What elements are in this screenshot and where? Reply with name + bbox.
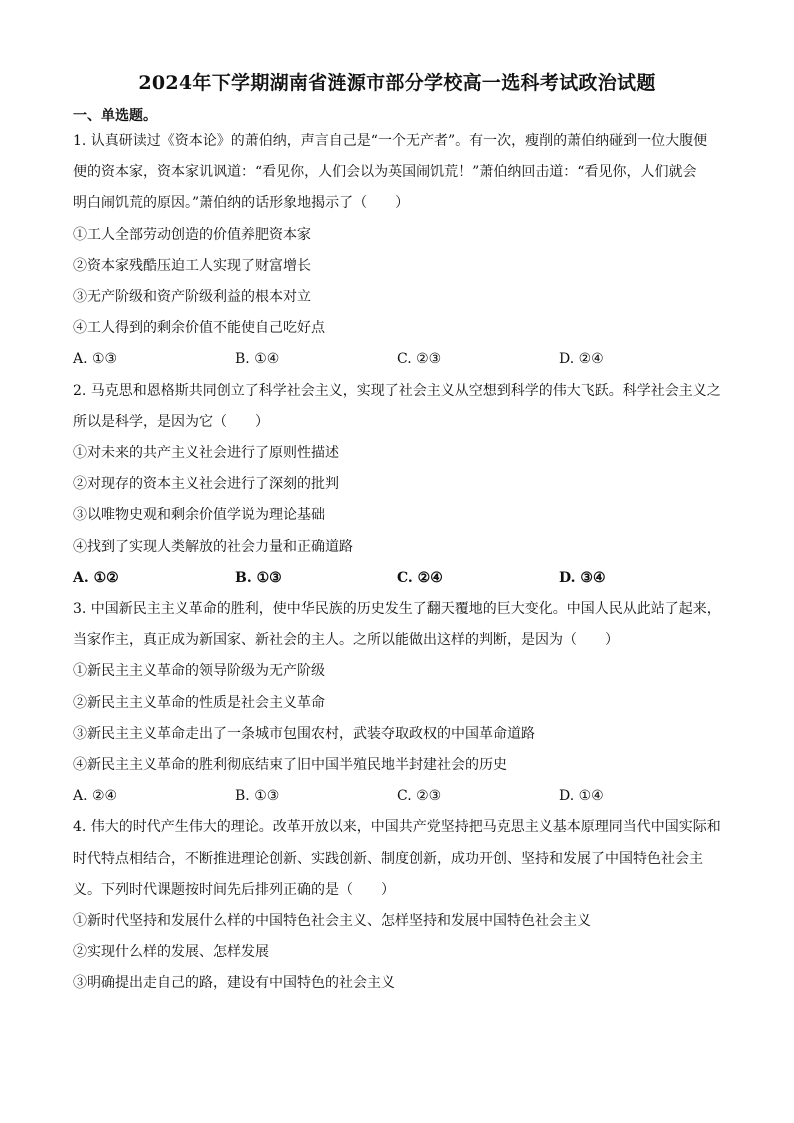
section-heading: 一、单选题。 xyxy=(73,108,157,124)
stem-line: 3. 中国新民主主义革命的胜利，使中华民族的历史发生了翻天覆地的巨大变化。中国人民从此站了起来， xyxy=(73,601,721,618)
stem-line: 便的资本家，资本家讥讽道：“看见你，人们会以为英国闹饥荒！”萧伯纳回击道：“看见你，人们就会 xyxy=(73,164,697,181)
option-a[interactable]: A. ①② xyxy=(73,569,119,586)
question-stem xyxy=(73,126,721,220)
option-a[interactable]: A. ①③ xyxy=(73,351,118,368)
statement: ④新民主主义革命的胜利彻底结束了旧中国半殖民地半封建社会的历史 xyxy=(73,757,507,774)
statement: ②对现存的资本主义社会进行了深刻的批判 xyxy=(73,476,339,493)
question-3 xyxy=(73,594,721,812)
statement: ③新民主主义革命走出了一条城市包围农村，武装夺取政权的中国革命道路 xyxy=(73,725,535,742)
exam-title: 2024年下学期湖南省涟源市部分学校高一选科考试政治试题 xyxy=(138,72,656,94)
question-4 xyxy=(73,812,721,999)
question-stem xyxy=(73,812,721,906)
stem-line: 4. 伟大的时代产生伟大的理论。改革开放以来，中国共产党坚持把马克思主义基本原理同当代中国实际和 xyxy=(73,819,721,836)
stem-line: 义。下列时代课题按时间先后排列正确的是（ ） xyxy=(73,881,395,898)
statement: ③无产阶级和资产阶级利益的根本对立 xyxy=(73,289,311,306)
stem-line: 所以是科学，是因为它（ ） xyxy=(73,413,269,430)
statement: ②新民主主义革命的性质是社会主义革命 xyxy=(73,694,325,711)
option-c[interactable]: C. ②③ xyxy=(397,351,442,368)
stem-line: 当家作主，真正成为新国家、新社会的主人。之所以能做出这样的判断，是因为（ ） xyxy=(73,632,619,649)
statement: ③以唯物史观和剩余价值学说为理论基础 xyxy=(73,507,325,524)
option-b[interactable]: B. ①③ xyxy=(235,788,280,805)
statement: ④找到了实现人类解放的社会力量和正确道路 xyxy=(73,538,353,555)
stem-line: 2. 马克思和恩格斯共同创立了科学社会主义，实现了社会主义从空想到科学的伟大飞跃。科学社会主义之 xyxy=(73,382,721,399)
option-b[interactable]: B. ①③ xyxy=(235,569,282,586)
question-1 xyxy=(73,126,721,376)
stem-line: 1. 认真研读过《资本论》的萧伯纳，声言自己是“一个无产者”。有一次，瘦削的萧伯纳碰到一位大腹便 xyxy=(73,133,708,149)
statement: ③明确提出走自己的路，建设有中国特色的社会主义 xyxy=(73,975,395,992)
statement: ②资本家残酷压迫工人实现了财富增长 xyxy=(73,257,311,274)
option-d[interactable]: D. ①④ xyxy=(559,788,604,805)
question-2 xyxy=(73,376,721,594)
statement: ④工人得到的剩余价值不能使自己吃好点 xyxy=(73,320,325,337)
stem-line: 时代特点相结合，不断推进理论创新、实践创新、制度创新，成功开创、坚持和发展了中国特色社会主 xyxy=(73,850,703,867)
answer-options xyxy=(73,781,721,812)
statement: ①对未来的共产主义社会进行了原则性描述 xyxy=(73,445,339,462)
option-c[interactable]: C. ②③ xyxy=(397,788,442,805)
option-b[interactable]: B. ①④ xyxy=(235,351,280,368)
option-c[interactable]: C. ②④ xyxy=(397,569,443,586)
stem-line: 明白闹饥荒的原因。”萧伯纳的话形象地揭示了（ ） xyxy=(73,195,410,212)
statement: ①新民主主义革命的领导阶级为无产阶级 xyxy=(73,663,325,680)
option-a[interactable]: A. ②④ xyxy=(73,788,118,805)
answer-options xyxy=(73,563,721,594)
statement: ①工人全部劳动创造的价值养肥资本家 xyxy=(73,226,311,243)
statement: ②实现什么样的发展、怎样发展 xyxy=(73,944,269,961)
option-d[interactable]: D. ②④ xyxy=(559,351,604,368)
option-d[interactable]: D. ③④ xyxy=(559,569,606,586)
answer-options xyxy=(73,344,721,375)
question-stem xyxy=(73,376,721,438)
question-stem xyxy=(73,594,721,656)
statement: ①新时代坚持和发展什么样的中国特色社会主义、怎样坚持和发展中国特色社会主义 xyxy=(73,913,591,930)
